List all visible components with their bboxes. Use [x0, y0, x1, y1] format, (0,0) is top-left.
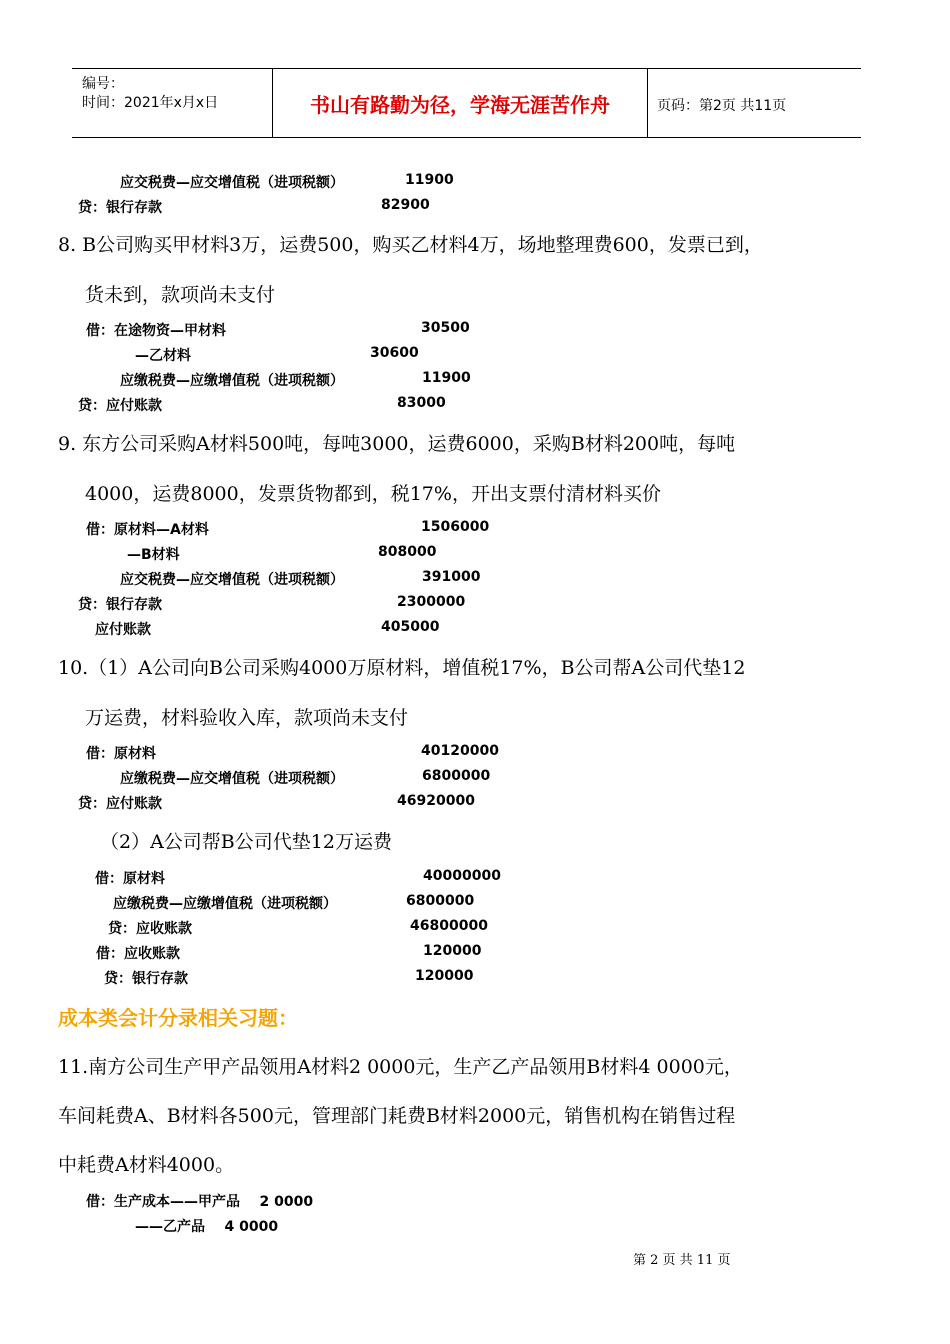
date-line: 时间：2021年x月x日 — [82, 95, 219, 111]
entry-account: 应交税费—应交增值税（进项税额） — [120, 572, 344, 588]
entry-account: —B材料 — [127, 547, 180, 563]
entry-account: 应付账款 — [95, 622, 151, 638]
entry-account: 贷：银行存款 — [78, 200, 162, 216]
entry-amount: 30600 — [370, 345, 419, 361]
entry-account: 应缴税费—应交增值税（进项税额） — [120, 771, 344, 787]
entry-amount: 82900 — [381, 197, 430, 213]
page-info: 页码：第2页 共11页 — [657, 98, 787, 114]
entry-amount: 30500 — [421, 320, 470, 336]
page-footer: 第 2 页 共 11 页 — [633, 1253, 731, 1268]
entry-amount: 405000 — [381, 619, 440, 635]
number-label: 编号： — [82, 76, 124, 92]
question-10-line-1: 10.（1）A公司向B公司采购4000万原材料，增值税17%，B公司帮A公司代垫12 — [58, 657, 746, 679]
entry-amount: 11900 — [422, 370, 471, 386]
entry-amount: 83000 — [397, 395, 446, 411]
entry-account: 借：原材料—A材料 — [86, 522, 209, 538]
entry-amount: 391000 — [422, 569, 481, 585]
entry-account: 贷：银行存款 — [104, 971, 188, 987]
question-8-line-2: 货未到，款项尚未支付 — [85, 284, 276, 306]
entry-account: 贷：应付账款 — [78, 398, 162, 414]
entry-amount: 120000 — [423, 943, 482, 959]
entry-account: 借：原材料 — [95, 871, 165, 887]
entry-account: —乙材料 — [135, 348, 191, 364]
question-9-line-2: 4000，运费8000，发票货物都到，税17%，开出支票付清材料买价 — [85, 483, 661, 505]
entry-account: 应缴税费—应缴增值税（进项税额） — [113, 896, 337, 912]
question-11-line-3: 中耗费A材料4000。 — [58, 1154, 235, 1176]
entry-account: 应交税费—应交增值税（进项税额） — [120, 175, 344, 191]
entry-amount: 11900 — [405, 172, 454, 188]
entry-amount: 120000 — [415, 968, 474, 984]
motto: 书山有路勤为径，学海无涯苦作舟 — [310, 92, 610, 117]
question-11-line-1: 11.南方公司生产甲产品领用A材料2 0000元，生产乙产品领用B材料4 0000元， — [58, 1056, 743, 1078]
entry-account: 贷：应收账款 — [108, 921, 192, 937]
entry-account: 应缴税费—应缴增值税（进项税额） — [120, 373, 344, 389]
entry-amount: 46920000 — [397, 793, 475, 809]
entry-account: 贷：应付账款 — [78, 796, 162, 812]
question-10-part-2: （2）A公司帮B公司代垫12万运费 — [100, 831, 392, 853]
entry-amount: 808000 — [378, 544, 437, 560]
page-header — [72, 68, 861, 138]
entry-amount: 40000000 — [423, 868, 501, 884]
question-8-line-1: 8. B公司购买甲材料3万，运费500，购买乙材料4万，场地整理费600，发票已到， — [58, 234, 763, 256]
header-motto-cell — [273, 69, 648, 137]
entry-account: 借：应收账款 — [96, 946, 180, 962]
question-11-line-2: 车间耗费A、B材料各500元，管理部门耗费B材料2000元，销售机构在销售过程 — [58, 1105, 736, 1127]
question-9-line-1: 9. 东方公司采购A材料500吨，每吨3000，运费6000，采购B材料200吨，每吨 — [58, 433, 736, 455]
entry-amount: 6800000 — [422, 768, 491, 784]
entry-account: 贷：银行存款 — [78, 597, 162, 613]
entry-account: ——乙产品 4 0000 — [135, 1219, 279, 1235]
entry-amount: 40120000 — [421, 743, 499, 759]
header-meta — [72, 69, 273, 137]
section-heading: 成本类会计分录相关习题： — [58, 1006, 298, 1030]
entry-account: 借：原材料 — [86, 746, 156, 762]
entry-amount: 6800000 — [406, 893, 475, 909]
entry-account: 借：生产成本——甲产品 2 0000 — [86, 1194, 314, 1210]
entry-amount: 1506000 — [421, 519, 490, 535]
entry-account: 借：在途物资—甲材料 — [86, 323, 226, 339]
entry-amount: 46800000 — [410, 918, 488, 934]
question-10-line-2: 万运费，材料验收入库，款项尚未支付 — [85, 707, 409, 729]
entry-amount: 2300000 — [397, 594, 466, 610]
